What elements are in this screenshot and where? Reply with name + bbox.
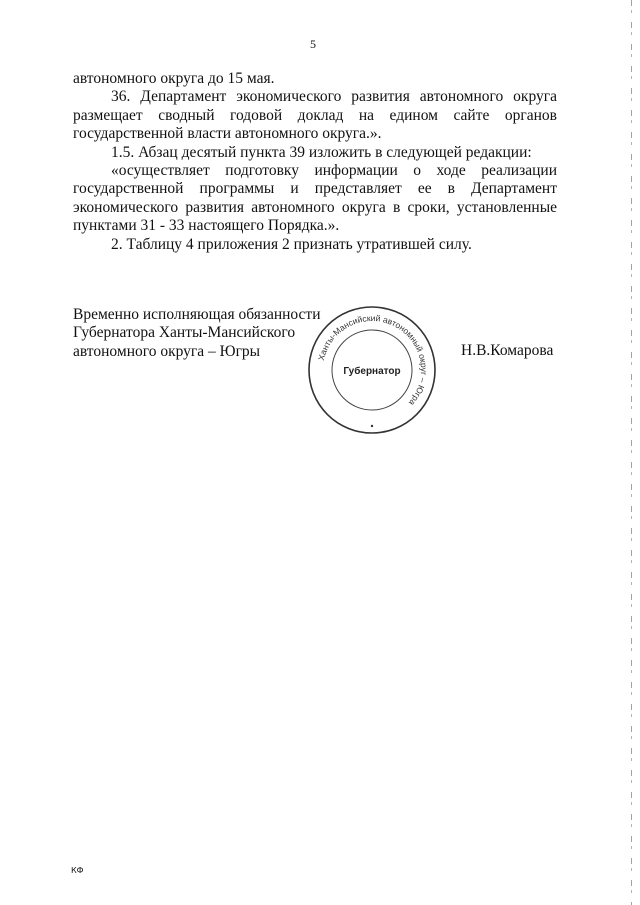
paragraph-line: размещает сводный годовой доклад на едином сайте органов <box>73 106 557 124</box>
paragraph-line: 1.5. Абзац десятый пункта 39 изложить в следующей редакции: <box>111 143 532 161</box>
page-number: 5 <box>310 37 316 51</box>
paragraph-line: экономического развития автономного округа в сроки, установленные <box>73 198 557 216</box>
stamp-ring-text: Ханты-Мансийский автономный округ – Югра <box>316 312 430 408</box>
stamp-center-text: Губернатор <box>343 366 401 377</box>
paragraph-line: 2. Таблицу 4 приложения 2 признать утратившей силу. <box>111 235 472 253</box>
position-line: Губернатора Ханты-Мансийского <box>73 324 296 342</box>
paragraph-line: 36. Департамент экономического развития автономного округа <box>111 88 557 106</box>
signatory-position <box>73 306 323 361</box>
signatory-name: Н.В.Комарова <box>461 342 554 359</box>
stamp-graphic <box>304 302 440 438</box>
paragraph-line: автономного округа до 15 мая. <box>73 70 275 87</box>
footer-mark: КФ <box>71 866 84 875</box>
paragraph-line: государственной программы и представляет ее в Департамент <box>73 180 557 198</box>
body-text <box>73 70 557 254</box>
paragraph-line: «осуществляет подготовку информации о ходе реализации <box>111 161 557 179</box>
paragraph-line: пунктами 31 - 33 настоящего Порядка.». <box>73 217 340 235</box>
official-stamp <box>304 302 440 438</box>
paragraph-line: государственной власти автономного округа.». <box>73 125 382 143</box>
scan-edge <box>631 0 632 905</box>
position-line: автономного округа – Югры <box>73 342 261 360</box>
position-line: Временно исполняющая обязанности <box>73 306 321 323</box>
stamp-dot <box>371 425 373 427</box>
